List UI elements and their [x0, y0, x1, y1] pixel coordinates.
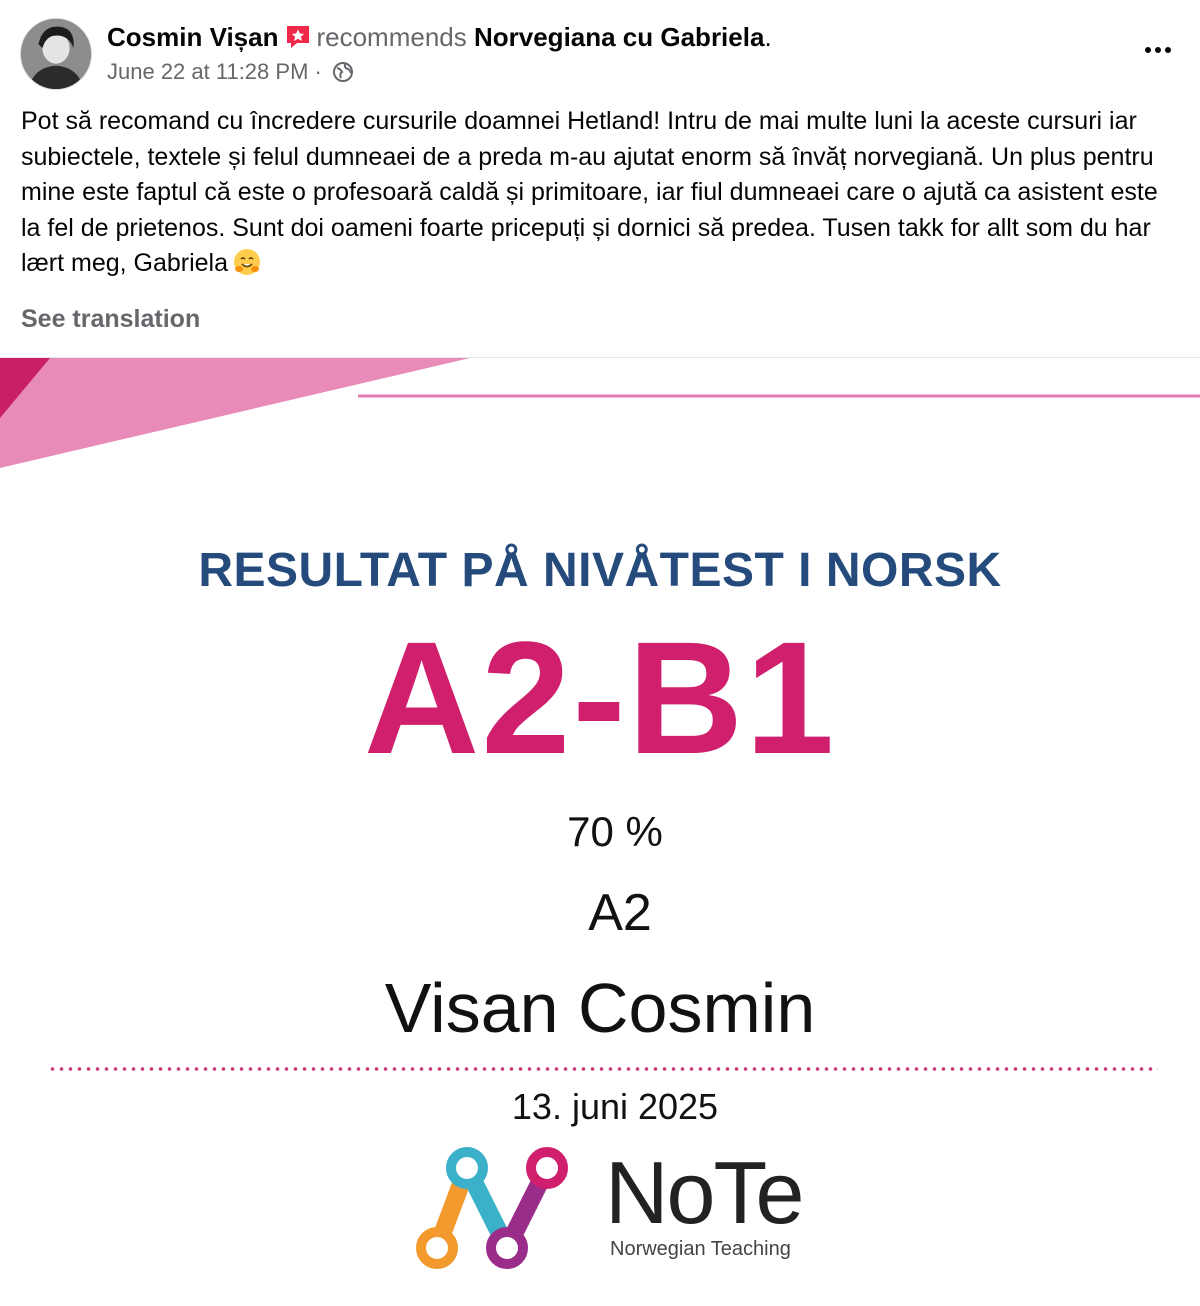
recommendation-star-icon — [284, 23, 312, 51]
note-logo-icon — [412, 1143, 582, 1273]
more-options-button[interactable] — [1138, 30, 1178, 70]
certificate-percent: 70 % — [567, 808, 663, 855]
author-name[interactable]: Cosmin Vișan — [107, 22, 279, 52]
post-meta — [107, 58, 354, 86]
author-line — [107, 20, 772, 54]
globe-icon — [332, 61, 354, 83]
see-translation-link[interactable]: See translation — [21, 305, 201, 333]
page-name-link[interactable]: Norvegiana cu Gabriela — [473, 22, 765, 52]
certificate-name: Visan Cosmin — [384, 969, 816, 1047]
certificate-date: 13. juni 2025 — [511, 1086, 719, 1127]
logo-subtitle: Norwegian Teaching — [610, 1238, 791, 1260]
certificate-level: A2-B1 — [363, 608, 837, 787]
meta-separator: · — [314, 59, 322, 84]
more-dot — [1165, 47, 1171, 53]
decorative-banner — [0, 358, 1200, 488]
period: . — [764, 22, 772, 52]
more-dot — [1155, 47, 1161, 53]
avatar[interactable] — [20, 18, 92, 90]
post-body: Pot să recomand cu încredere cursurile doamnei Hetland! Intru de mai multe luni la aceste cursuri iar subiectele, textele și felul dumneaei de a preda m-au ajutat enorm să învăț norvegiană. Un plus pentru mine este faptul că este o profesoară caldă și primitoare, iar fiul dumneaei care o ajută ca asistent este la fel de prietenos. Sunt doi oameni foarte pricepuți și dornici să predea. Tusen takk for allt som du har lært meg, Gabriela — [21, 107, 1158, 277]
recommends-text: recommends — [316, 22, 467, 52]
logo-wordmark: NoTe — [605, 1143, 803, 1242]
more-dots-icon — [1145, 47, 1151, 53]
post-text — [21, 104, 1181, 282]
timestamp-link[interactable]: June 22 at 11:28 PM — [107, 59, 309, 84]
post-image[interactable] — [0, 357, 1200, 1306]
dotted-divider — [48, 1066, 1158, 1072]
hugging-face-emoji-icon — [232, 247, 262, 277]
certificate-sublevel: A2 — [588, 884, 652, 942]
certificate-title: RESULTAT PÅ NIVÅTEST I NORSK — [198, 544, 1002, 597]
post-header — [0, 0, 1200, 100]
